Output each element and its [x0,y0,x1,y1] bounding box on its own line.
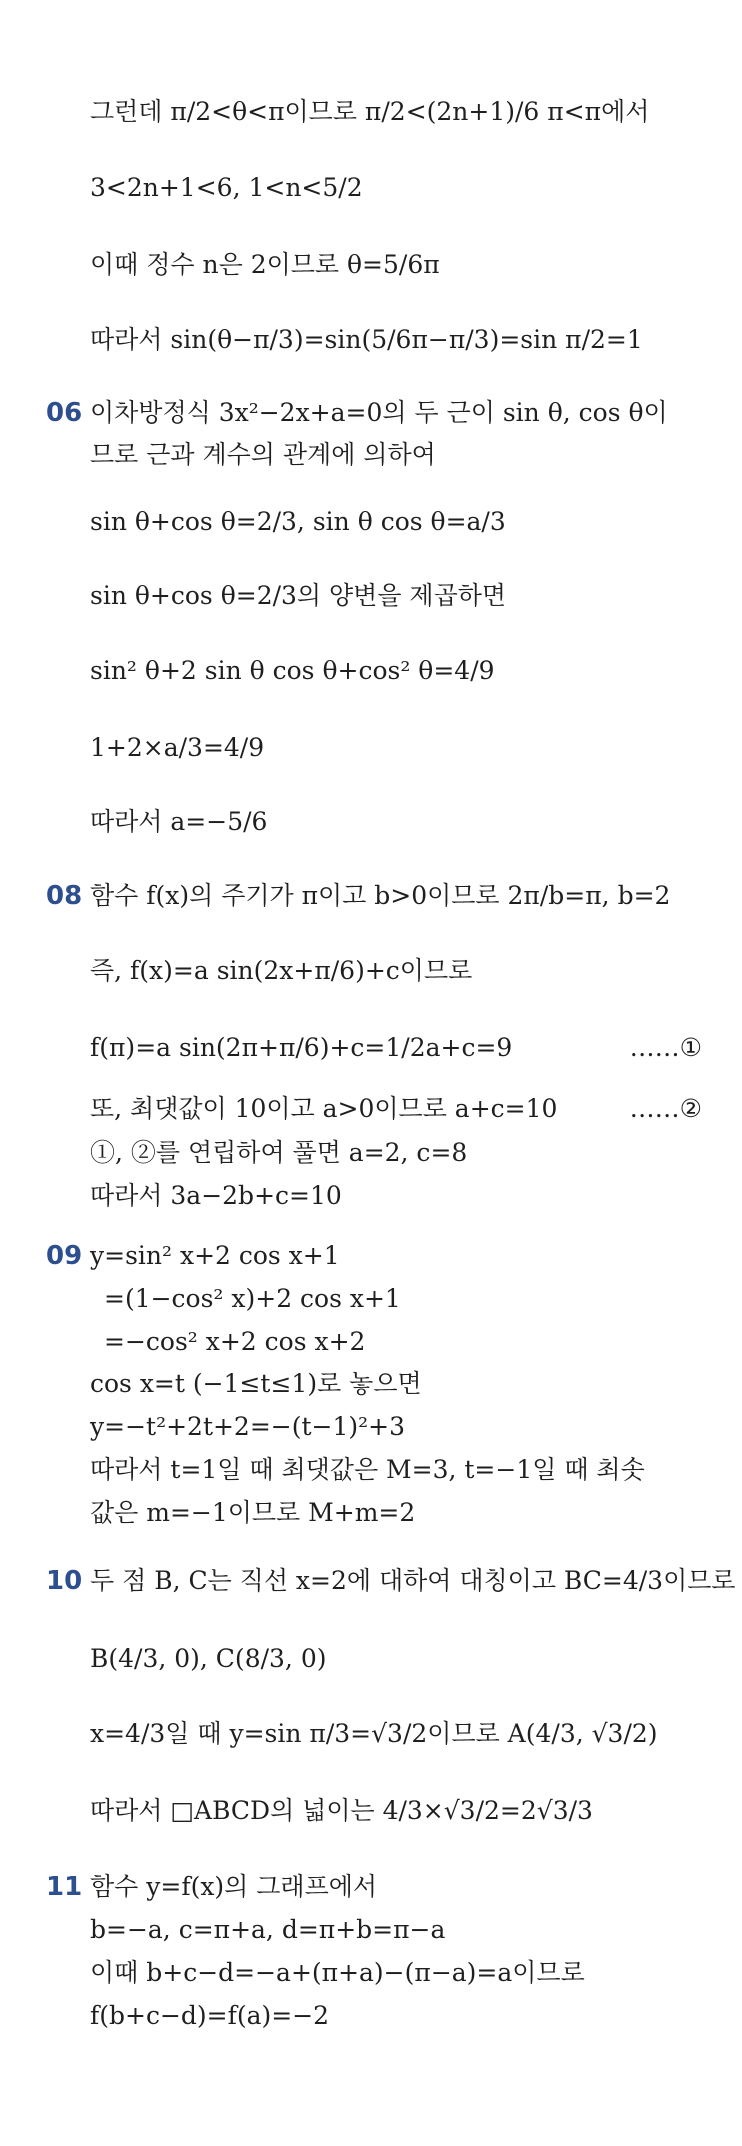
solution-line: B(4/3, 0), C(8/3, 0) [90,1644,327,1673]
solution-line: 두 점 B, C는 직선 x=2에 대하여 대칭이고 BC=4/3이므로 [90,1566,736,1595]
solution-line: b=−a, c=π+a, d=π+b=π−a [90,1915,446,1944]
solution-line: 함수 f(x)의 주기가 π이고 b>0이므로 2π/b=π, b=2 [90,881,671,910]
solution-line: 므로 근과 계수의 관계에 의하여 [90,440,436,469]
solution-line: 따라서 a=−5/6 [90,807,268,836]
solution-line: 즉, f(x)=a sin(2x+π/6)+c이므로 [90,956,473,985]
solution-line: 값은 m=−1이므로 M+m=2 [90,1498,416,1527]
solution-line: 그런데 π/2<θ<π이므로 π/2<(2n+1)/6 π<π에서 [90,97,650,126]
problem-number: 09 [46,1241,83,1271]
solution-line: =−cos² x+2 cos x+2 [104,1327,366,1356]
solution-line: sin² θ+2 sin θ cos θ+cos² θ=4/9 [90,656,495,685]
solution-line: x=4/3일 때 y=sin π/3=√3/2이므로 A(4/3, √3/2) [90,1719,658,1748]
solution-line: f(π)=a sin(2π+π/6)+c=1/2a+c=9 [90,1033,513,1062]
problem-number: 06 [46,398,83,428]
solution-line: ①, ②를 연립하여 풀면 a=2, c=8 [90,1138,468,1167]
solution-line: 따라서 3a−2b+c=10 [90,1181,342,1210]
problem-number: 08 [46,881,83,911]
problem-number: 10 [46,1566,83,1596]
solution-line: y=sin² x+2 cos x+1 [90,1241,340,1270]
solution-line: 따라서 □ABCD의 넓이는 4/3×√3/2=2√3/3 [90,1796,593,1825]
problem-number: 11 [46,1872,83,1902]
solution-line: sin θ+cos θ=2/3의 양변을 제곱하면 [90,581,507,610]
solution-line: y=−t²+2t+2=−(t−1)²+3 [90,1412,406,1441]
solution-line: cos x=t (−1≤t≤1)로 놓으면 [90,1369,422,1398]
equation-marker: ……① [629,1033,702,1062]
solution-line: 따라서 sin(θ−π/3)=sin(5/6π−π/3)=sin π/2=1 [90,325,643,354]
solution-line: 함수 y=f(x)의 그래프에서 [90,1872,378,1901]
solution-line: 이차방정식 3x²−2x+a=0의 두 근이 sin θ, cos θ이 [90,398,668,427]
solution-line: 3<2n+1<6, 1<n<5/2 [90,173,363,202]
solution-line: 따라서 t=1일 때 최댓값은 M=3, t=−1일 때 최솟 [90,1455,645,1484]
solution-line: =(1−cos² x)+2 cos x+1 [104,1284,401,1313]
solution-line: 이때 정수 n은 2이므로 θ=5/6π [90,250,440,279]
solution-line: 이때 b+c−d=−a+(π+a)−(π−a)=a이므로 [90,1958,585,1987]
equation-marker: ……② [629,1094,702,1123]
solution-line: f(b+c−d)=f(a)=−2 [90,2001,330,2030]
solution-line: 또, 최댓값이 10이고 a>0이므로 a+c=10 [90,1094,558,1123]
solution-line: 1+2×a/3=4/9 [90,733,265,762]
solution-line: sin θ+cos θ=2/3, sin θ cos θ=a/3 [90,507,506,536]
